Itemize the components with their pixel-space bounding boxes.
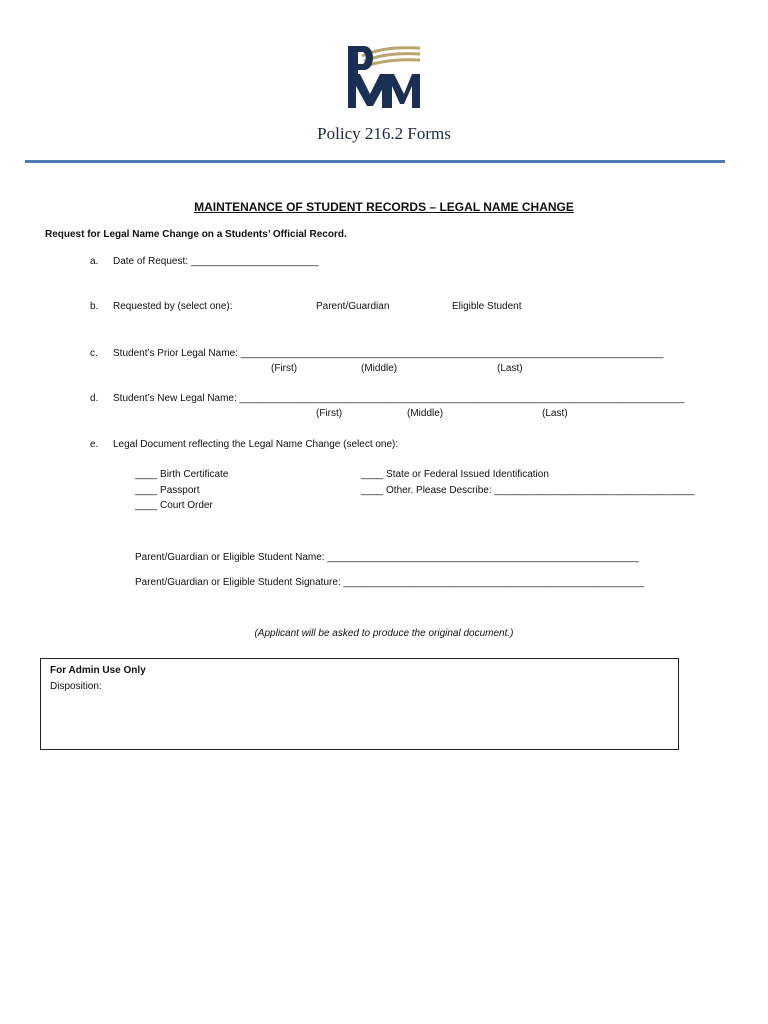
item-a-marker: a. [90,256,99,267]
item-d-marker: d. [90,393,99,404]
new-last-caption: (Last) [542,408,568,419]
parent-student-signature-field[interactable]: Parent/Guardian or Eligible Student Signature: ______________________________________________________ [135,577,644,588]
option-birth-certificate[interactable]: ____ Birth Certificate [135,469,229,480]
requested-by-label: Requested by (select one): [113,301,233,312]
option-other-describe[interactable]: ____ Other. Please Describe: ____________________________________ [361,485,695,496]
admin-use-box [40,658,679,750]
disposition-field[interactable]: Disposition: [50,681,102,692]
new-first-caption: (First) [316,408,343,419]
header-divider [25,160,725,163]
prior-middle-caption: (Middle) [361,363,398,374]
admin-heading: For Admin Use Only [50,665,146,676]
applicant-note: (Applicant will be asked to produce the original document.) [254,628,514,639]
legal-document-label: Legal Document reflecting the Legal Name Change (select one): [113,439,399,450]
district-logo [346,44,422,110]
parent-student-name-field[interactable]: Parent/Guardian or Eligible Student Name: ________________________________________________________ [135,552,639,563]
prior-last-caption: (Last) [497,363,523,374]
option-eligible-student[interactable]: Eligible Student [452,301,522,312]
option-court-order[interactable]: ____ Court Order [135,500,213,511]
header-title: Policy 216.2 Forms [317,124,451,143]
item-e-marker: e. [90,439,99,450]
option-parent-guardian[interactable]: Parent/Guardian [316,301,390,312]
item-c-marker: c. [90,348,98,359]
intro-text: Request for Legal Name Change on a Students’ Official Record. [45,229,347,240]
prior-legal-name-field[interactable]: Student’s Prior Legal Name: ____________________________________________________________________________ [113,348,664,359]
item-b-marker: b. [90,301,99,312]
new-middle-caption: (Middle) [407,408,444,419]
date-of-request-field[interactable]: Date of Request: _______________________ [113,256,319,267]
prior-first-caption: (First) [271,363,298,374]
option-state-federal-id[interactable]: ____ State or Federal Issued Identification [361,469,549,480]
option-passport[interactable]: ____ Passport [135,485,200,496]
form-title: MAINTENANCE OF STUDENT RECORDS – LEGAL NAME CHANGE [194,200,574,214]
new-legal-name-field[interactable]: Student’s New Legal Name: ________________________________________________________________________________ [113,393,685,404]
